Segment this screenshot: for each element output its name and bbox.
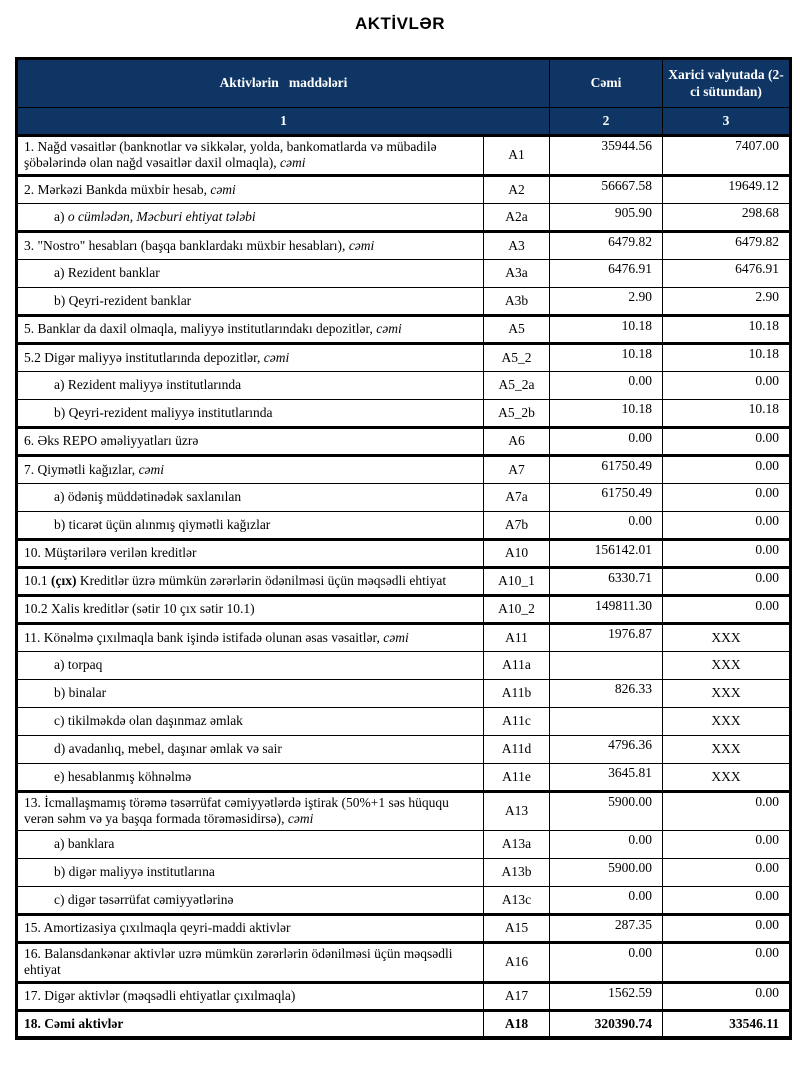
row-total-cell: 3645.81 — [550, 763, 663, 791]
row-foreign-cell: 19649.12 — [663, 175, 791, 203]
row-total-cell: 35944.56 — [550, 136, 663, 176]
row-code-cell: A5_2 — [484, 343, 550, 371]
row-total-cell: 1976.87 — [550, 623, 663, 651]
row-code-cell: A13 — [484, 791, 550, 830]
row-code-cell: A11a — [484, 651, 550, 679]
table-row — [17, 858, 791, 886]
row-total-cell: 5900.00 — [550, 858, 663, 886]
row-foreign-cell: 10.18 — [663, 315, 791, 343]
row-total-cell: 6330.71 — [550, 567, 663, 595]
row-total-cell: 0.00 — [550, 886, 663, 914]
row-foreign-cell: 0.00 — [663, 427, 791, 455]
row-total-cell: 10.18 — [550, 399, 663, 427]
row-label-cell: b) Qeyri-rezident maliyyə institutlarında — [17, 399, 484, 427]
row-code-cell: A17 — [484, 982, 550, 1010]
row-label-cell: 5. Banklar da daxil olmaqla, maliyyə institutlarındakı depozitlər, cəmi — [17, 315, 484, 343]
row-total-cell: 5900.00 — [550, 791, 663, 830]
row-label-cell: b) Qeyri-rezident banklar — [17, 287, 484, 315]
row-label-cell: a) torpaq — [17, 651, 484, 679]
row-foreign-cell: 0.00 — [663, 858, 791, 886]
row-code-cell: A13b — [484, 858, 550, 886]
header-num-items: 1 — [17, 108, 550, 136]
table-body — [17, 136, 791, 1039]
row-total-cell — [550, 707, 663, 735]
table-row — [17, 371, 791, 399]
row-total-cell: 287.35 — [550, 914, 663, 942]
table-row — [17, 763, 791, 791]
table-row — [17, 651, 791, 679]
table-row — [17, 203, 791, 231]
row-code-cell: A3 — [484, 231, 550, 259]
row-code-cell: A5 — [484, 315, 550, 343]
row-label-cell: b) binalar — [17, 679, 484, 707]
row-code-cell: A11b — [484, 679, 550, 707]
row-total-cell: 6476.91 — [550, 259, 663, 287]
row-foreign-cell: 0.00 — [663, 886, 791, 914]
row-foreign-cell: 0.00 — [663, 914, 791, 942]
row-code-cell: A7a — [484, 483, 550, 511]
row-foreign-cell: XXX — [663, 651, 791, 679]
table-row — [17, 914, 791, 942]
table-row — [17, 623, 791, 651]
table-row — [17, 1010, 791, 1038]
row-code-cell: A2a — [484, 203, 550, 231]
header-num-total: 2 — [550, 108, 663, 136]
table-row — [17, 315, 791, 343]
row-code-cell: A6 — [484, 427, 550, 455]
row-total-cell: 149811.30 — [550, 595, 663, 623]
row-total-cell: 56667.58 — [550, 175, 663, 203]
row-label-cell: 13. İcmallaşmamış törəmə təsərrüfat cəmiyyətlərdə iştirak (50%+1 səs hüququ verən səhm və ya başqa formada törəməsidirsə), cəmi — [17, 791, 484, 830]
row-code-cell: A10_2 — [484, 595, 550, 623]
table-row — [17, 679, 791, 707]
row-foreign-cell: 298.68 — [663, 203, 791, 231]
row-code-cell: A10_1 — [484, 567, 550, 595]
row-label-cell: d) avadanlıq, mebel, daşınar əmlak və sair — [17, 735, 484, 763]
row-label-cell: 3. "Nostro" hesabları (başqa banklardakı müxbir hesabları), cəmi — [17, 231, 484, 259]
row-code-cell: A11c — [484, 707, 550, 735]
header-total-cell: Cəmi — [550, 59, 663, 108]
row-label-cell: b) ticarət üçün alınmış qiymətli kağızlar — [17, 511, 484, 539]
row-foreign-cell: 7407.00 — [663, 136, 791, 176]
table-row — [17, 791, 791, 830]
row-foreign-cell: 0.00 — [663, 455, 791, 483]
row-total-cell: 61750.49 — [550, 455, 663, 483]
header-num-foreign: 3 — [663, 108, 791, 136]
row-total-cell: 156142.01 — [550, 539, 663, 567]
row-code-cell: A18 — [484, 1010, 550, 1038]
row-total-cell: 0.00 — [550, 427, 663, 455]
row-code-cell: A11d — [484, 735, 550, 763]
row-foreign-cell: 0.00 — [663, 595, 791, 623]
row-foreign-cell: 0.00 — [663, 567, 791, 595]
row-total-cell: 0.00 — [550, 942, 663, 982]
row-total-cell — [550, 651, 663, 679]
row-label-cell: c) digər təsərrüfat cəmiyyətlərinə — [17, 886, 484, 914]
row-label-cell: 17. Digər aktivlər (məqsədli ehtiyatlar çıxılmaqla) — [17, 982, 484, 1010]
table-row — [17, 175, 791, 203]
row-code-cell: A11 — [484, 623, 550, 651]
table-row — [17, 735, 791, 763]
table-row — [17, 287, 791, 315]
row-label-cell: 16. Balansdankənar aktivlər uzrə mümkün zərərlərin ödənilməsi üçün məqsədli ehtiyat — [17, 942, 484, 982]
row-foreign-cell: XXX — [663, 735, 791, 763]
table-row — [17, 136, 791, 176]
table-row — [17, 886, 791, 914]
header-row-numbers — [17, 108, 791, 136]
row-label-cell: 18. Cəmi aktivlər — [17, 1010, 484, 1038]
row-label-cell: a) o cümlədən, Məcburi ehtiyat tələbi — [17, 203, 484, 231]
row-label-cell: 10.2 Xalis kreditlər (sətir 10 çıx sətir 10.1) — [17, 595, 484, 623]
row-total-cell: 1562.59 — [550, 982, 663, 1010]
header-foreign-cell: Xarici valyutada (2-ci sütundan) — [663, 59, 791, 108]
row-code-cell: A2 — [484, 175, 550, 203]
table-row — [17, 595, 791, 623]
table-row — [17, 231, 791, 259]
table-row — [17, 830, 791, 858]
row-foreign-cell: 2.90 — [663, 287, 791, 315]
row-label-cell: 2. Mərkəzi Bankda müxbir hesab, cəmi — [17, 175, 484, 203]
row-label-cell: b) digər maliyyə institutlarına — [17, 858, 484, 886]
row-label-cell: 10.1 (çıx) Kreditlər üzrə mümkün zərərlərin ödənilməsi üçün məqsədli ehtiyat — [17, 567, 484, 595]
table-row — [17, 427, 791, 455]
row-label-cell: a) Rezident maliyyə institutlarında — [17, 371, 484, 399]
row-code-cell: A11e — [484, 763, 550, 791]
row-code-cell: A10 — [484, 539, 550, 567]
row-code-cell: A16 — [484, 942, 550, 982]
row-code-cell: A3b — [484, 287, 550, 315]
row-label-cell: c) tikilməkdə olan daşınmaz əmlak — [17, 707, 484, 735]
row-label-cell: 10. Müştərilərə verilən kreditlər — [17, 539, 484, 567]
row-label-cell: 5.2 Digər maliyyə institutlarında depozitlər, cəmi — [17, 343, 484, 371]
table-row — [17, 511, 791, 539]
row-foreign-cell: 0.00 — [663, 539, 791, 567]
header-items-cell: Aktivlərin maddələri — [17, 59, 550, 108]
row-code-cell: A1 — [484, 136, 550, 176]
row-code-cell: A3a — [484, 259, 550, 287]
assets-table — [15, 57, 792, 1040]
table-row — [17, 942, 791, 982]
row-foreign-cell: XXX — [663, 679, 791, 707]
row-total-cell: 10.18 — [550, 343, 663, 371]
table-row — [17, 483, 791, 511]
row-total-cell: 10.18 — [550, 315, 663, 343]
table-row — [17, 567, 791, 595]
row-label-cell: 1. Nağd vəsaitlər (banknotlar və sikkələr, yolda, bankomatlarda və mübadilə şöbələrində olan nağd vəsaitlər daxil olmaqla), cəmi — [17, 136, 484, 176]
row-total-cell: 2.90 — [550, 287, 663, 315]
row-code-cell: A7 — [484, 455, 550, 483]
table-row — [17, 343, 791, 371]
row-label-cell: 6. Əks REPO əməliyyatları üzrə — [17, 427, 484, 455]
row-foreign-cell: 0.00 — [663, 982, 791, 1010]
row-label-cell: e) hesablanmış köhnəlmə — [17, 763, 484, 791]
row-label-cell: a) banklara — [17, 830, 484, 858]
row-code-cell: A5_2b — [484, 399, 550, 427]
row-total-cell: 0.00 — [550, 830, 663, 858]
row-code-cell: A15 — [484, 914, 550, 942]
row-total-cell: 4796.36 — [550, 735, 663, 763]
row-foreign-cell: 0.00 — [663, 830, 791, 858]
row-label-cell: 11. Könəlmə çıxılmaqla bank işində istifadə olunan əsas vəsaitlər, cəmi — [17, 623, 484, 651]
row-foreign-cell: XXX — [663, 763, 791, 791]
header-row-labels — [17, 59, 791, 108]
table-row — [17, 707, 791, 735]
row-foreign-cell: 10.18 — [663, 399, 791, 427]
row-label-cell: a) ödəniş müddətinədək saxlanılan — [17, 483, 484, 511]
row-foreign-cell: XXX — [663, 707, 791, 735]
row-foreign-cell: 0.00 — [663, 511, 791, 539]
table-row — [17, 539, 791, 567]
row-foreign-cell: 0.00 — [663, 483, 791, 511]
row-total-cell: 320390.74 — [550, 1010, 663, 1038]
row-code-cell: A7b — [484, 511, 550, 539]
row-code-cell: A13a — [484, 830, 550, 858]
row-foreign-cell: 0.00 — [663, 371, 791, 399]
row-total-cell: 905.90 — [550, 203, 663, 231]
row-foreign-cell: XXX — [663, 623, 791, 651]
table-row — [17, 259, 791, 287]
table-header — [17, 59, 791, 136]
row-foreign-cell: 0.00 — [663, 942, 791, 982]
row-label-cell: 7. Qiymətli kağızlar, cəmi — [17, 455, 484, 483]
row-foreign-cell: 6479.82 — [663, 231, 791, 259]
row-label-cell: 15. Amortizasiya çıxılmaqla qeyri-maddi aktivlər — [17, 914, 484, 942]
row-total-cell: 61750.49 — [550, 483, 663, 511]
table-row — [17, 982, 791, 1010]
table-row — [17, 399, 791, 427]
row-total-cell: 0.00 — [550, 371, 663, 399]
row-total-cell: 826.33 — [550, 679, 663, 707]
row-foreign-cell: 10.18 — [663, 343, 791, 371]
row-code-cell: A13c — [484, 886, 550, 914]
page-title: AKTİVLƏR — [354, 14, 445, 33]
table-row — [17, 455, 791, 483]
row-code-cell: A5_2a — [484, 371, 550, 399]
row-foreign-cell: 0.00 — [663, 791, 791, 830]
row-foreign-cell: 6476.91 — [663, 259, 791, 287]
row-total-cell: 0.00 — [550, 511, 663, 539]
row-foreign-cell: 33546.11 — [663, 1010, 791, 1038]
row-label-cell: a) Rezident banklar — [17, 259, 484, 287]
row-total-cell: 6479.82 — [550, 231, 663, 259]
